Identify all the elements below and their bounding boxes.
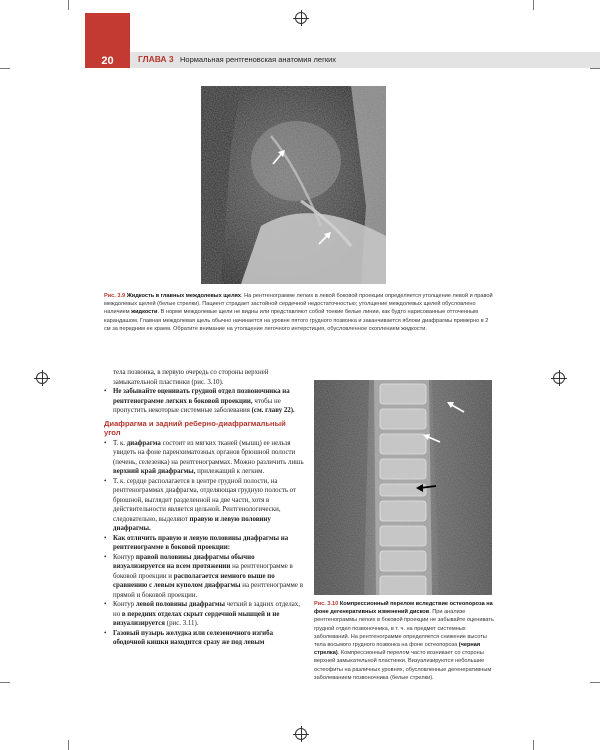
text: на рентгенограмме в боковой проекции и [113, 563, 293, 580]
chapter-title: Нормальная рентгеновская анатомия легких [180, 55, 337, 64]
list-item [104, 600, 304, 629]
figure-label: Рис. 3.9 [104, 293, 126, 299]
crop-mark [590, 682, 600, 683]
emphasis: диафрагма [126, 439, 161, 447]
figure-3-9-caption [104, 292, 494, 333]
emphasis: Не забывайте оценивать грудной отдел позвоночника на рентгенограмме легких в боковой проекции, [113, 388, 290, 405]
list-item [104, 534, 304, 553]
figure-label: Рис. 3.10 [314, 601, 339, 607]
list-item [104, 439, 304, 477]
text: Контур [113, 601, 136, 608]
emphasis: располагается немного выше по сравнению с левым куполом диафрагмы [113, 572, 275, 589]
cross-reference: (см. главу 22). [251, 407, 295, 414]
crop-mark [0, 682, 10, 683]
emphasis: Как отличить правую и левую половины диафрагмы на рентгенограмме в боковой проекции: [113, 534, 289, 551]
text: состоит из мягких тканей (мышц) ее нельзя увидеть на фоне паренхиматозных органов брюшной полости (печень, селезенка) на рентгенограммах. Можно различить лишь [113, 439, 304, 466]
crop-mark [0, 68, 10, 69]
registration-mark [295, 728, 307, 740]
emphasis: правую и левую половину диафрагмы. [113, 515, 271, 532]
text: Контур [113, 553, 136, 561]
caption-emphasis: жидкости [131, 309, 158, 316]
emphasis: верхний край диафрагмы, [113, 468, 196, 475]
bullet-list [104, 387, 304, 416]
figure-title: Жидкость в главных междолевых щелях [126, 293, 241, 299]
crop-mark [533, 740, 534, 750]
text: чтобы не пропустить некоторые системные заболевания [113, 397, 281, 414]
emphasis: в передних отделах скрыт сердечной мышцей и не визуализируется [113, 610, 280, 627]
list-item [104, 553, 304, 601]
caption-emphasis: (черная стрелка) [314, 642, 481, 657]
emphasis: левой половины диафрагмы [135, 601, 225, 608]
registration-mark [295, 12, 307, 24]
registration-mark [36, 372, 48, 384]
crop-mark [533, 0, 534, 10]
caption-text: . При анализе рентгенограммы легких в боковой проекции не забывайте оценивать грудной отдел позвоночника, в т. ч. на предмет системных заболеваний. На рентгенограмме определяется снижение высоты тела восьмого грудного позвонка на фоне остеопороза [314, 609, 494, 649]
body-text-column [104, 368, 304, 648]
figure-3-9-radiograph [201, 86, 386, 284]
text: Т. к. [113, 439, 127, 447]
crop-mark [68, 0, 69, 10]
text: (рис. 3.11). [165, 620, 199, 627]
list-item [104, 477, 304, 534]
list-item [104, 629, 304, 648]
caption-text: . На рентгенограмме легких в левой боковой проекции определяется утолщение левой и правой междолевых щелей (белые стрелки). Пациент страдает застойной сердечной недостаточностью; утолщение междолевых щелей обусловлено наличием [104, 293, 493, 316]
crop-mark [590, 68, 600, 69]
page-number: 20 [101, 55, 114, 67]
figure-title: Компрессионный перелом вследствие остеопороза на фоне дегенеративных изменений дисков [314, 601, 493, 616]
emphasis: правой половины диафрагмы обычно визуализируется на всем протяжении [113, 553, 255, 570]
page-number-tab [85, 13, 130, 68]
crop-mark [68, 740, 69, 750]
figure-3-10-radiograph [314, 380, 492, 595]
continued-paragraph: тела позвонка, в первую очередь со стороны верхней замыкательной пластинки (рис. 3.10). [113, 369, 269, 386]
text: четкий в задних отделах, но [113, 601, 300, 618]
section-heading: Диафрагма и задний реберно-диафрагмальный угол [104, 418, 286, 437]
chapter-label: ГЛАВА 3 [138, 54, 174, 64]
emphasis: Газовый пузырь желудка или селезеночного изгиба ободочной кишки находится сразу же под левым [113, 629, 274, 646]
text: на рентгенограмме в прямой и боковой проекции. [113, 582, 303, 599]
caption-text: . Компрессионный перелом часто возникает со стороны верхней замыкательной пластинки. Визуализируются небольшие остеофиты на различных уровнях, обусловленные дегенеративным заболеванием позвоночника (белые стрелки). [314, 650, 492, 681]
registration-mark [553, 372, 565, 384]
text: Т. к. сердце располагается в центре грудной полости, на рентгенограммах диафрагма, отделяющая грудную полость от брюшной, выглядит разделенной на две части, хотя в действительности является цельной. Рентгенологически, следовательно, выделяют [113, 477, 297, 523]
list-item [104, 387, 304, 416]
caption-text: . В норме междолевые щели не видны или представляют собой тонкие белые линии, как будто нарисованные отточенным карандашом. Главная междолевая щель обычно начинается на уровне пятого грудного позвонка и заканчивается яблоки диафрагмы примерно в 2 см за передним ее краем. Обратите внимание на утолщение легочного интерстиция, обусловленное скоплением жидкости. [104, 309, 489, 332]
text: прилежащий к легким. [195, 468, 265, 475]
bullet-list [104, 439, 304, 648]
figure-3-10-caption [314, 600, 494, 682]
